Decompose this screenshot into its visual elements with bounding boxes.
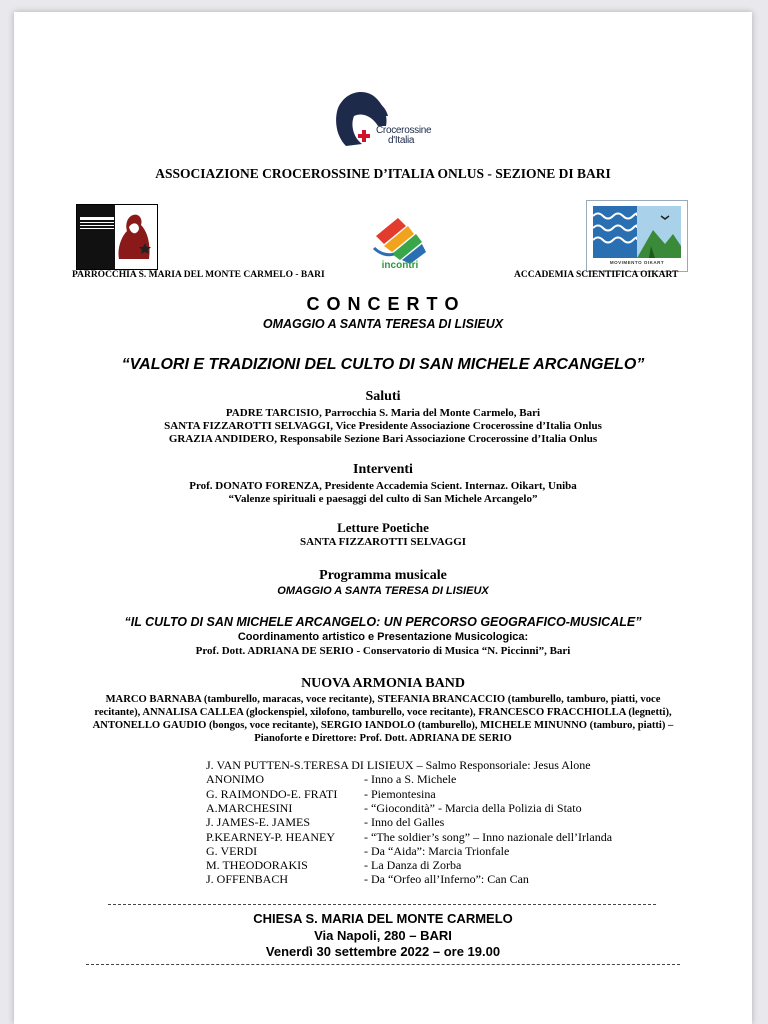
logo-text-line1: Crocerossine [376, 125, 432, 136]
program-piece: - Inno a S. Michele [364, 772, 457, 787]
program-composer: A.MARCHESINI [206, 800, 293, 815]
incontri-stripes-icon [372, 216, 428, 264]
programma-heading: Programma musicale [319, 568, 447, 583]
program-composer: J. OFFENBACH [206, 872, 289, 887]
incontri-text: incontri [381, 260, 419, 271]
venue-church: CHIESA S. MARIA DEL MONTE CARMELO [253, 911, 513, 926]
saluti-line: GRAZIA ANDIDERO, Responsabile Sezione Bari Associazione Crocerossine d’Italia Onlus [168, 433, 598, 445]
oikart-movement-text: MOVIMENTO OIKART [609, 260, 665, 265]
venue-address: Via Napoli, 280 – BARI [314, 928, 452, 943]
venue-date: Venerdì 30 settembre 2022 – ore 19.00 [265, 944, 501, 959]
parish-caption: PARROCCHIA S. MARIA DEL MONTE CARMELO - BARI [72, 270, 325, 280]
saluti-line: SANTA FIZZAROTTI SELVAGGI, Vice Presidente Associazione Crocerossine d’Italia Onlus [164, 420, 602, 432]
band-members [14, 693, 752, 745]
incontri-logo [372, 216, 428, 274]
program-composer: ANONIMO [206, 772, 264, 787]
programma-sub: OMAGGIO A SANTA TERESA DI LISIEUX [277, 585, 489, 597]
concert-subtitle: OMAGGIO A SANTA TERESA DI LISIEUX [262, 317, 504, 331]
program-piece: - Da “Aida”: Marcia Trionfale [364, 843, 510, 858]
band-line: MARCO BARNABA (tamburello, maracas, voce recitante), STEFANIA BRANCACCIO (tamburello, tamburo, piatti, voce [105, 694, 661, 705]
program-composer: G. VERDI [206, 843, 258, 858]
interventi-line: “Valenze spirituali e paesaggi del culto di San Michele Arcangelo” [228, 493, 538, 505]
coordination-line: Coordinamento artistico e Presentazione Musicologica: [237, 631, 529, 643]
program-piece: - Da “Orfeo all’Inferno”: Can Can [364, 872, 529, 887]
association-heading: ASSOCIAZIONE CROCEROSSINE D’ITALIA ONLUS - SEZIONE DI BARI [155, 166, 611, 181]
oikart-logo [586, 200, 688, 272]
band-line: ANTONELLO GAUDIO (bongos, voce recitante), SERGIO IANDOLO (tamburello), MICHELE MINUNNO (tamburo, piatti) – [92, 720, 674, 731]
madonna-silhouette-icon [115, 209, 155, 265]
letture-heading: Letture Poetiche [337, 520, 429, 535]
interventi-line: Prof. DONATO FORENZA, Presidente Accademia Scient. Internaz. Oikart, Uniba [189, 480, 577, 492]
program-piece: - “The soldier’s song” – Inno nazionale dell’Irlanda [364, 829, 613, 844]
concert-theme: “VALORI E TRADIZIONI DEL CULTO DI SAN MICHELE ARCANGELO” [121, 356, 645, 373]
saluti-line: PADRE TARCISIO, Parrocchia S. Maria del Monte Carmelo, Bari [225, 407, 541, 419]
separator-top [108, 904, 656, 905]
logo-text-line2: d'Italia [388, 135, 415, 146]
professor-line: Prof. Dott. ADRIANA DE SERIO - Conservatorio di Musica “N. Piccinni”, Bari [195, 645, 571, 657]
saluti-list [14, 407, 752, 446]
program-composer: M. THEODORAKIS [206, 858, 308, 873]
separator-bottom [86, 964, 680, 965]
program-piece: - Piemontesina [364, 786, 436, 801]
programma-title: “IL CULTO DI SAN MICHELE ARCANGELO: UN PERCORSO GEOGRAFICO-MUSICALE” [124, 615, 642, 629]
parish-logo [76, 204, 158, 270]
interventi-list [14, 480, 752, 506]
program-piece: - La Danza di Zorba [364, 858, 462, 873]
band-line: Pianoforte e Direttore: Prof. Dott. ADRIANA DE SERIO [254, 733, 512, 744]
interventi-heading: Interventi [353, 462, 413, 477]
program-piece: - “Giocondità” - Marcia della Polizia di Stato [364, 800, 582, 815]
poster-sheet [14, 12, 752, 1024]
program-composer: J. JAMES-E. JAMES [206, 815, 311, 830]
program-first-line: J. VAN PUTTEN-S.TERESA DI LISIEUX – Salmo Responsoriale: Jesus Alone [206, 758, 591, 772]
concert-title: C O N C E R T O [306, 294, 460, 314]
program-piece: - Inno del Galles [364, 815, 445, 830]
program-list [14, 758, 752, 898]
letture-name: SANTA FIZZAROTTI SELVAGGI [299, 536, 467, 548]
academy-caption: ACCADEMIA SCIENTIFICA OIKART [514, 270, 679, 280]
band-line: recitante), ANNALISA CALLEA (glockenspiel, xilofono, tamburello, voce recitante), FRANCESCO FRACCHIOLLA (legnetti), [94, 707, 672, 718]
saluti-heading: Saluti [365, 389, 401, 404]
band-name: NUOVA ARMONIA BAND [301, 676, 465, 691]
landscape-icon [593, 206, 681, 258]
crocerossine-logo [332, 86, 432, 156]
program-composer: G. RAIMONDO-E. FRATI [206, 786, 338, 801]
program-composer: P.KEARNEY-P. HEANEY [206, 829, 336, 844]
